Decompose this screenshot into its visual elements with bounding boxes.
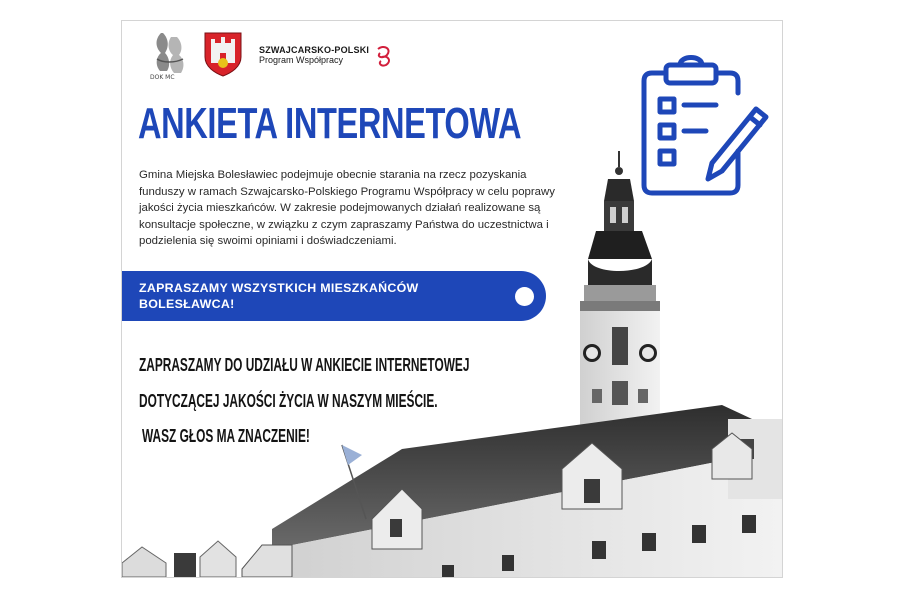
invite-line-2: DOTYCZĄCEJ JAKOŚCI ŻYCIA W NASZYM MIEŚCIE. xyxy=(139,391,438,411)
page-title: ANKIETA INTERNETOWA xyxy=(138,99,522,148)
dok-mc-logo-text: DOK MC xyxy=(150,74,175,81)
dok-mc-logo xyxy=(147,29,191,83)
invitation-banner xyxy=(122,271,546,321)
invite-line-3: WASZ GŁOS MA ZNACZENIE! xyxy=(142,426,310,446)
banner-dot xyxy=(515,287,534,306)
swiss-polish-mark-icon xyxy=(372,45,396,67)
partner-subtitle: Program Współpracy xyxy=(259,55,344,65)
partner-program-logo xyxy=(259,45,369,66)
partner-title: SZWAJCARSKO-POLSKI xyxy=(259,45,370,55)
invite-line-1: ZAPRASZAMY DO UDZIAŁU W ANKIECIE INTERNETOWEJ xyxy=(139,355,470,375)
banner-text: ZAPRASZAMY WSZYSTKICH MIESZKAŃCÓW BOLESŁAWCA! xyxy=(139,281,419,311)
town-crest-icon xyxy=(203,31,243,77)
intro-paragraph: Gmina Miejska Bolesławiec podejmuje obecnie starania na rzecz pozyskania funduszy w ramach Szwajcarsko-Polskiego Programu Współpracy w celu poprawy jakości życia mieszkańców. W zakresie podejmowanych działań realizowane są konsultacje społeczne, w związku z czym zapraszamy Państwa do uczestnictwa i podzielenia się swoimi opiniami i doświadczeniami. xyxy=(139,169,555,247)
survey-poster xyxy=(121,20,783,578)
